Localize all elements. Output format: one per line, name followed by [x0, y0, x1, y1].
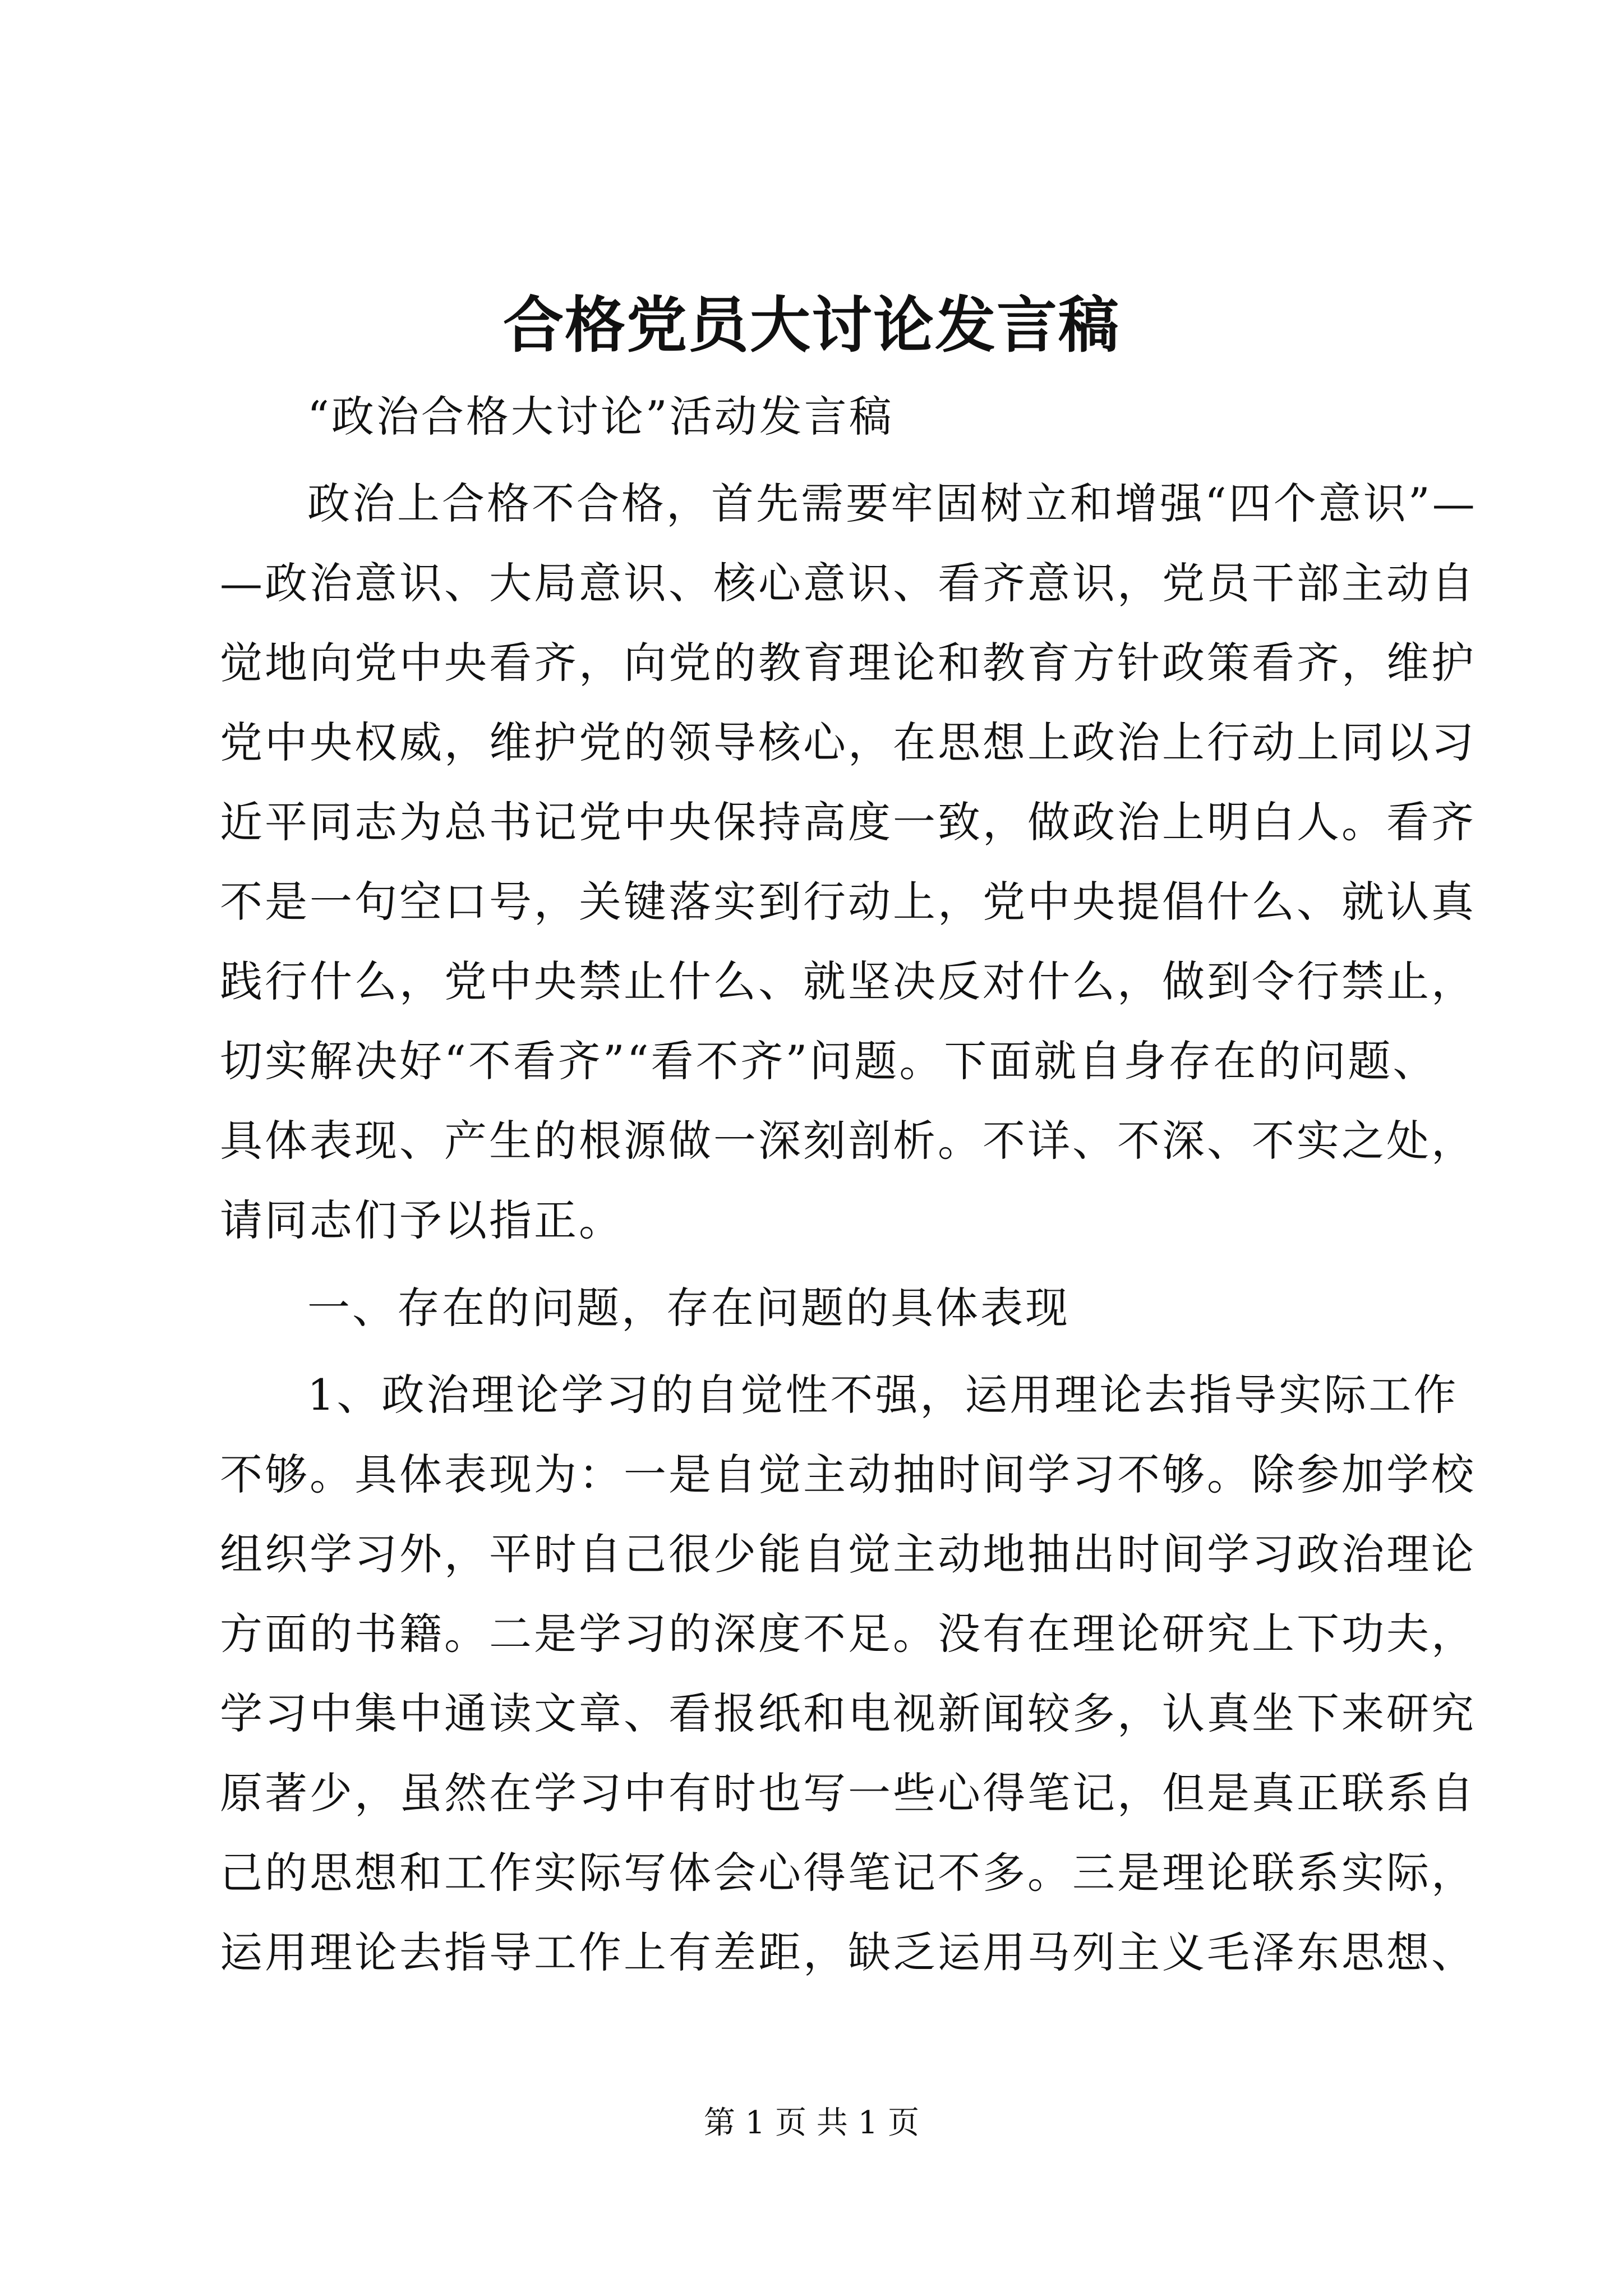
paragraph-line: 原著少，虽然在学习中有时也写一些心得笔记，但是真正联系自: [220, 1768, 1476, 1818]
paragraph-line: —政治意识、大局意识、核心意识、看齐意识，党员干部主动自: [220, 558, 1476, 608]
paragraph-line: 不够。具体表现为：一是自觉主动抽时间学习不够。除参加学校: [220, 1450, 1476, 1499]
section-heading: 一、存在的问题，存在问题的具体表现: [307, 1283, 1070, 1333]
paragraph-line: 运用理论去指导工作上有差距，缺乏运用马列主义毛泽东思想、: [220, 1927, 1476, 1977]
paragraph-line: 学习中集中通读文章、看报纸和电视新闻较多，认真坐下来研究: [220, 1688, 1476, 1738]
paragraph-line: 方面的书籍。二是学习的深度不足。没有在理论研究上下功夫，: [220, 1609, 1476, 1659]
paragraph-line: 党中央权威，维护党的领导核心，在思想上政治上行动上同以习: [220, 717, 1476, 767]
paragraph-line: 政治上合格不合格，首先需要牢固树立和增强“四个意识”—: [307, 478, 1477, 528]
paragraph-line: 觉地向党中央看齐，向党的教育理论和教育方针政策看齐，维护: [220, 638, 1476, 688]
paragraph-line: 践行什么，党中央禁止什么、就坚决反对什么，做到令行禁止，: [220, 956, 1476, 1006]
document-subtitle: “政治合格大讨论”活动发言稿: [307, 392, 894, 441]
paragraph-line: 1、政治理论学习的自觉性不强，运用理论去指导实际工作: [307, 1370, 1459, 1420]
paragraph-line: 请同志们予以指正。: [220, 1195, 624, 1245]
page-number-footer: 第 1 页 共 1 页: [703, 2105, 920, 2141]
paragraph-line: 不是一句空口号，关键落实到行动上，党中央提倡什么、就认真: [220, 877, 1476, 927]
paragraph-line: 己的思想和工作实际写体会心得笔记不多。三是理论联系实际，: [220, 1848, 1476, 1898]
paragraph-line: 近平同志为总书记党中央保持高度一致，做政治上明白人。看齐: [220, 797, 1476, 847]
paragraph-line: 切实解决好“不看齐”“看不齐”问题。下面就自身存在的问题、: [220, 1036, 1438, 1086]
paragraph-line: 具体表现、产生的根源做一深刻剖析。不详、不深、不实之处，: [220, 1116, 1476, 1166]
paragraph-line: 组织学习外，平时自己很少能自觉主动地抽出时间学习政治理论: [220, 1529, 1476, 1579]
document-title: 合格党员大讨论发言稿: [502, 290, 1120, 361]
